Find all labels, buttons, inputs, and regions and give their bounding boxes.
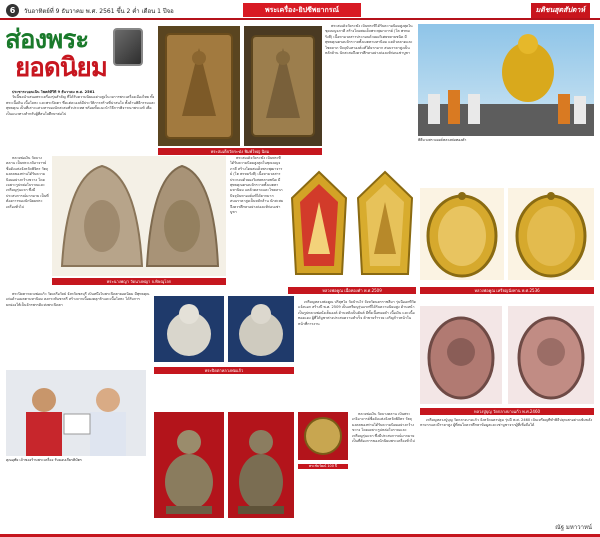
bottom-left-body: พระปิดตาหลวงพ่อแก้ว วัดเครือวัลย์ จังหวัดชลบุรี เป็นหนึ่งในพระปิดตายอดนิยม มีพุทธคุณเด่นด้านเมตตามหานิยม คงกระพันชาตรี สร้างจากเนื้อผงคลุกรักและเนื้อโลหะ ได้รับการยกย่องให้เป็นจักรพรรดิแห่งพระปิดตา — [6, 292, 150, 307]
byline: ประชาระบอนเนิน โพสต์ทีวีที่ 9 ธันวาคม พ.ศ. 2561 — [12, 90, 95, 94]
caption-nangpaya: พระนางพญา วัดนางพญา จ.พิษณุโลก — [52, 278, 226, 285]
center-column-upper-body: พระสมเด็จวัดระฆัง เป็นพระที่ได้รับความนิยมสูงสุดในชุดเบญจภาคี สร้างโดยสมเด็จพระพุฒาจารย์ (โต พรหมรังสี) เนื้อหามวลสารประกอบด้วยผงวิเศษหลายชนิด มีพุทธคุณครอบจักรวาลทั้งเมตตามหานิยม แคล้วคลาดและโชคลาภ ปัจจุบันหาองค์แท้ได้ยากมาก สนนราคาสูงเป็นหลักล้าน นักสะสมจึงควรศึกษาอย่างถ่องแท้ก่อนเช่าบูชา — [230, 156, 284, 215]
statue-photo-2 — [228, 412, 294, 518]
amulet-icon — [113, 28, 143, 66]
gold-statue-photo — [418, 24, 594, 136]
mid-column-body: พระสมเด็จวัดระฆัง เป็นพระที่ได้รับความนิยมสูงสุดในชุดเบญจภาคี สร้างโดยสมเด็จพระพุฒาจารย์ (โต พรหมรังสี) เนื้อหามวลสารประกอบด้วยผงวิเศษหลายชนิด มีพุทธคุณครอบจักรวาลทั้งเมตตามหานิยม แคล้วคลาดและโชคลาภ ปัจจุบันหาองค์แท้ได้ยากมาก สนนราคาสูงเป็นหลักล้าน นักสะสมจึงควรศึกษาอย่างถ่องแท้ก่อนเช่าบูชา — [325, 24, 413, 56]
center-column-upper — [230, 156, 284, 284]
bottom-center-column — [352, 412, 416, 516]
pink-coin-1 — [420, 306, 502, 404]
statue-photo-1 — [154, 412, 224, 518]
caption-gold-statue: พิธีบวงสรวงองค์หลวงพ่อทองคำ — [418, 138, 467, 142]
bottom-left-column — [6, 292, 150, 366]
somdej-amulet-photo — [158, 26, 240, 146]
caption-people: คุณอุทัย เจ้าของร้านพระเครื่อง รับมอบเกียรติบัตร — [6, 458, 82, 462]
nangpaya-large-photo — [52, 156, 226, 276]
pidta-amulet-1 — [154, 296, 224, 362]
caption-khun-gold: หลวงพ่อคูณ เนื้อทองคำ พ.ศ.2509 — [288, 287, 416, 294]
page-header — [0, 0, 600, 20]
logo-line-2: ยอดนิยม — [15, 53, 107, 83]
pink-coin-2 — [508, 306, 594, 404]
center-column-lower-body: เหรียญหลวงพ่อคูณ ปริสุทโธ วัดบ้านไร่ จังหวัดนครราชสีมา รุ่นนี้ออกที่วัดแจ้งนอก สร้างปี พ.ศ. 2509 เป็นเหรียญรุ่นแรกที่ได้รับความนิยมสูง ด้านหน้าเป็นรูปหลวงพ่อนั่งเต็มองค์ ด้านหลังเป็นยันต์ มีทั้งเนื้อทองคำ เนื้อเงิน และเนื้อทองแดง ผู้ที่ได้บูชาต่างประสบความสำเร็จ ค้าขายร่ำรวย เจริญก้าวหน้าในหน้าที่การงาน — [298, 300, 416, 326]
left-narrow-column — [6, 156, 50, 284]
khun-gold-amulet-1 — [288, 168, 350, 280]
mid-column — [325, 24, 413, 152]
dateline: วันอาทิตย์ที่ 9 ธันวาคม พ.ศ. 2561 ขึ้น 2 ค่ำ เดือน 1 ปีจอ — [24, 8, 174, 15]
intro-body: วันนี้ขอนำเสนอพระเครื่องรุ่นสำคัญ ที่ได้รับความนิยมอย่างสูงในวงการพระเครื่องเมืองไทย ทั้งพระเนื้อดิน เนื้อโลหะ และพระปิดตา ซึ่งแต่ละองค์มีประวัติการสร้างที่น่าสนใจ ทั้งด้านพิธีกรรมและพุทธคุณ เป็นที่เสาะแสวงหาของนักสะสมทั่วประเทศ พร้อมทั้งแนะนำวิธีการพิจารณาพระแท้ เพื่อเป็นแนวทางสำหรับผู้ที่สนใจศึกษาต่อไป — [6, 95, 156, 116]
caption-somdej: พระสมเด็จวัดระฆัง พิมพ์ใหญ่ นิยม — [158, 148, 322, 155]
caption-khun-gold-2: หลวงพ่อคูณ เหรียญนั่งพาน พ.ศ.2536 — [420, 287, 594, 294]
section-title: พระเครื่อง-ยิปซีพยากรณ์ — [243, 3, 361, 17]
masthead-logo: มติชนสุดสัปดาห์ — [531, 3, 590, 18]
footer-credit: ณัฐ มหาวาหน์ — [555, 524, 592, 531]
left-narrow-body: หลวงพ่อเงิน วัดบางคลาน เป็นพระเกจิอาจารย์ชื่อดังแห่งจังหวัดพิจิตร วัตถุมงคลของท่านได้รับความนิยมอย่างกว้างขวาง โดยเฉพาะรูปหล่อโบราณและเหรียญรุ่นแรก ซึ่งมีประสบการณ์มากมาย เป็นที่ต้องการของนักนิยมพระเครื่องทั่วไป — [6, 156, 49, 209]
people-photo — [6, 370, 146, 456]
page-number: 6 — [6, 4, 19, 17]
logo-line-1: ส่องพระ — [5, 25, 89, 55]
caption-pidta: พระปิดตาหลวงพ่อแก้ว — [154, 367, 294, 374]
gold-coin-2 — [508, 188, 594, 280]
nangpaya-amulet-photo — [244, 26, 322, 146]
khun-gold-amulet-2 — [354, 168, 416, 280]
bottom-center-body: หลวงพ่อเงิน วัดบางคลาน เป็นพระเกจิอาจารย์ชื่อดังแห่งจังหวัดพิจิตร วัตถุมงคลของท่านได้รับความนิยมอย่างกว้างขวาง โดยเฉพาะรูปหล่อโบราณและเหรียญรุ่นแรก ซึ่งมีประสบการณ์มากมาย เป็นที่ต้องการของนักนิยมพระเครื่องทั่วไป — [352, 412, 415, 444]
round-amulet-photo — [298, 412, 348, 460]
gold-coin-1 — [420, 188, 504, 280]
caption-statue-small: พระชัยวัฒน์ 100 ปี — [298, 464, 348, 469]
intro-column — [6, 90, 156, 152]
pidta-amulet-2 — [228, 296, 294, 362]
caption-coin-pink: หลวงปู่บุญ วัดกลางบางแก้ว พ.ศ.2460 — [420, 408, 594, 415]
bottom-right-column — [420, 418, 594, 514]
bottom-right-body: เหรียญหลวงปู่บุญ วัดกลางบางแก้ว จังหวัดนครปฐม รุ่นปี พ.ศ. 2460 เป็นเหรียญที่ทำพิธีปลุกเสกอย่างเข้มขลัง หายากและมีราคาสูง ผู้ที่สนใจควรศึกษาข้อมูลและเช่าบูชาจากผู้ที่เชื่อถือได้ — [420, 418, 593, 428]
